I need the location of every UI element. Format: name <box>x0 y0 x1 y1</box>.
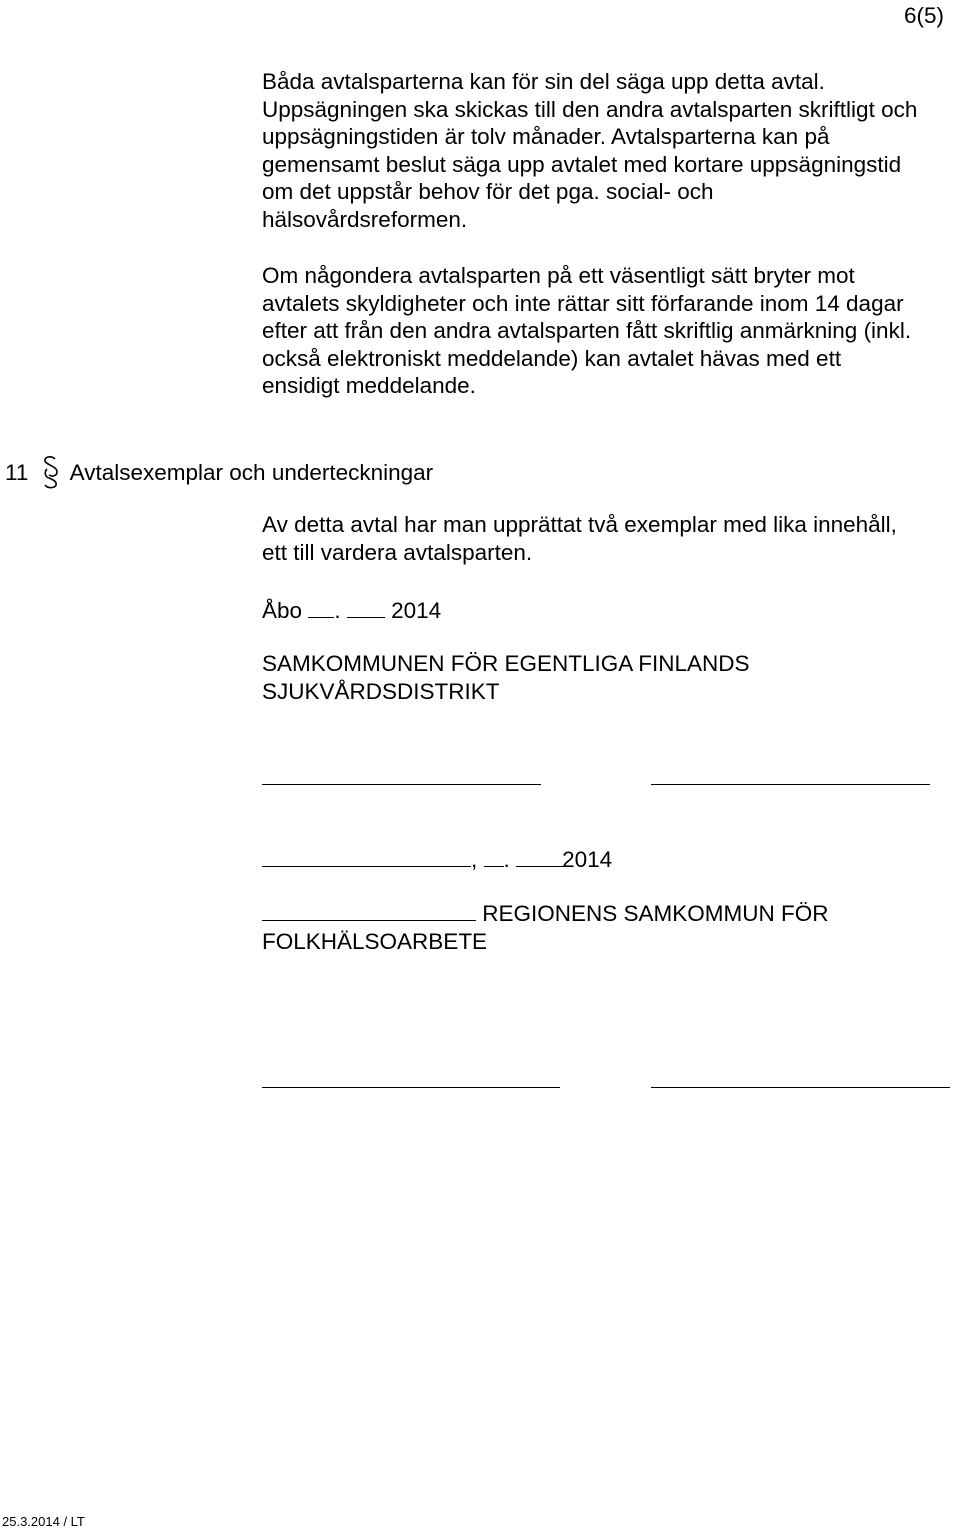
copies-paragraph <box>262 511 897 566</box>
text-line: Av detta avtal har man upprättat två exemplar med lika innehåll, <box>262 512 897 537</box>
day-blank[interactable] <box>308 595 334 618</box>
month-blank[interactable] <box>516 844 566 867</box>
day-blank[interactable] <box>484 844 504 867</box>
place-date-line <box>262 595 441 624</box>
party-blank[interactable] <box>262 898 476 921</box>
text-line: om det uppstår behov för det pga. social- och <box>262 179 714 204</box>
month-blank[interactable] <box>347 595 385 618</box>
place-blank[interactable] <box>262 844 471 867</box>
party-name-line: FOLKHÄLSOARBETE <box>262 928 488 954</box>
signature-line[interactable] <box>262 1087 560 1088</box>
text-line: Uppsägningen ska skickas till den andra avtalsparten skriftligt och <box>262 96 918 122</box>
signature-line[interactable] <box>651 784 930 785</box>
year: 2014 <box>391 598 442 623</box>
party-one <box>262 650 750 705</box>
signature-line[interactable] <box>651 1087 950 1088</box>
party-two <box>262 898 829 955</box>
text-line: hälsovårdsreformen. <box>262 206 468 232</box>
section-sign-icon <box>40 455 62 489</box>
footer-date: 25.3.2014 / LT <box>2 1514 85 1529</box>
text-line: också elektroniskt meddelande) kan avtalet hävas med ett <box>262 345 842 371</box>
party-name-line: SJUKVÅRDSDISTRIKT <box>262 678 500 704</box>
date-separator: . <box>334 598 341 623</box>
text-line: Båda avtalsparterna kan för sin del säga upp detta avtal. <box>262 69 825 94</box>
section-number: 11 <box>5 460 29 485</box>
text-line: avtalets skyldigheter och inte rättar sitt förfarande inom 14 dagar <box>262 290 904 316</box>
section-title: Avtalsexemplar och underteckningar <box>69 460 434 485</box>
place-date-line <box>262 844 612 873</box>
party-name-line: SAMKOMMUNEN FÖR EGENTLIGA FINLANDS <box>262 651 750 676</box>
termination-paragraph <box>262 68 917 233</box>
text-line: uppsägningstiden är tolv månader. Avtalsparterna kan på <box>262 124 830 149</box>
text-line: ett till vardera avtalsparten. <box>262 539 533 565</box>
page-number: 6(5) <box>904 3 945 28</box>
signature-line[interactable] <box>262 784 541 785</box>
section-heading <box>5 455 433 489</box>
city: Åbo <box>262 598 303 623</box>
text-line: ensidigt meddelande. <box>262 373 476 398</box>
text-line: efter att från den andra avtalsparten fått skriftlig anmärkning (inkl. <box>262 318 912 343</box>
comma: , <box>471 847 478 872</box>
party-name-text: REGIONENS SAMKOMMUN FÖR <box>482 901 829 926</box>
date-separator: . <box>503 847 510 872</box>
breach-paragraph <box>262 262 911 400</box>
text-line: Om någondera avtalsparten på ett väsentligt sätt bryter mot <box>262 263 855 288</box>
year: 2014 <box>562 847 613 872</box>
party-name-line <box>262 898 829 928</box>
text-line: gemensamt beslut säga upp avtalet med kortare uppsägningstid <box>262 151 902 177</box>
